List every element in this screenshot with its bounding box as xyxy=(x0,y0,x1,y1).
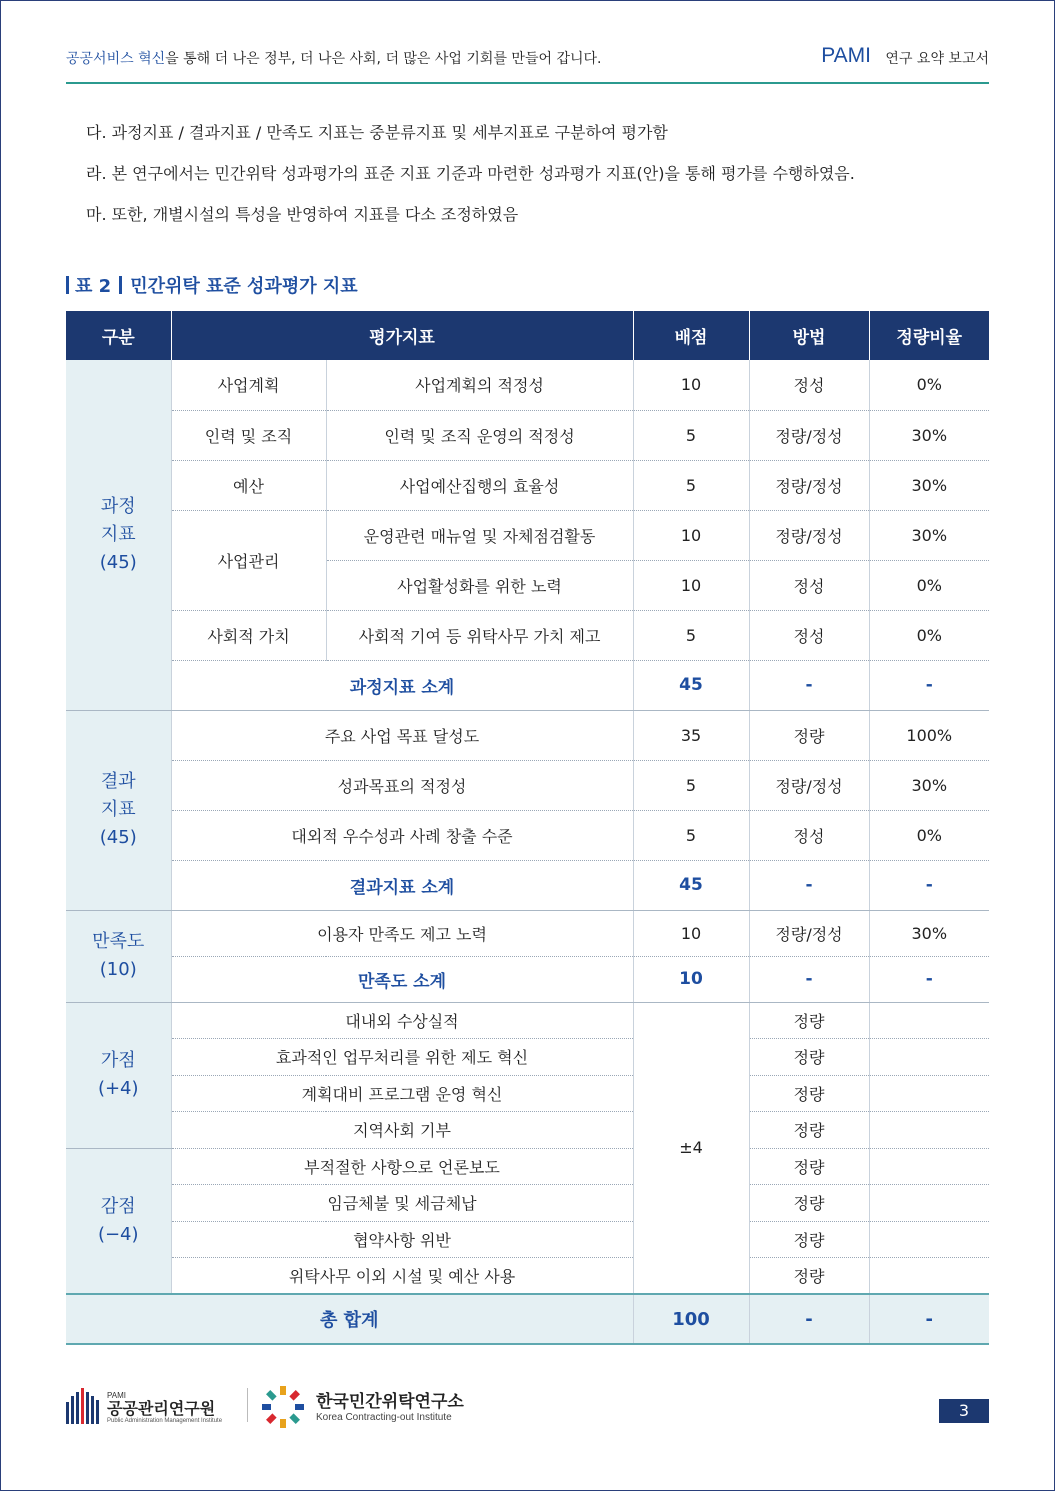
table-row xyxy=(66,460,989,510)
ratio-cell xyxy=(869,1258,989,1295)
score-cell: 5 xyxy=(633,460,749,510)
intro-item-ra: 라. 본 연구에서는 민간위탁 성과평가의 표준 지표 기준과 마련한 성과평가 지표(안)을 통해 평가를 수행하였음. xyxy=(86,164,855,183)
subtotal-ratio: - xyxy=(869,860,989,910)
ratio-cell: 30% xyxy=(869,410,989,460)
method-cell: 정성 xyxy=(749,560,869,610)
total-label: 총 합계 xyxy=(66,1294,633,1344)
ratio-cell xyxy=(869,1002,989,1039)
ratio-cell: 30% xyxy=(869,510,989,560)
ratio-cell: 30% xyxy=(869,460,989,510)
score-cell: 10 xyxy=(633,510,749,560)
category-bonus xyxy=(66,1002,171,1148)
subtotal-row xyxy=(66,860,989,910)
logo-divider xyxy=(247,1388,248,1422)
subtotal-row xyxy=(66,956,989,1002)
category-satisfaction xyxy=(66,910,171,1002)
ratio-cell xyxy=(869,1148,989,1185)
ratio-cell: 0% xyxy=(869,810,989,860)
pami-logo xyxy=(66,1384,222,1424)
score-cell: 10 xyxy=(633,360,749,410)
kci-star-icon xyxy=(260,1384,306,1430)
method-cell: 정량 xyxy=(749,1185,869,1222)
tagline-rest: 을 통해 더 나은 정부, 더 나은 사회, 더 많은 사업 기회를 만들어 갑니다. xyxy=(165,51,602,67)
table-row xyxy=(66,1185,989,1222)
category-line: 지표 xyxy=(100,799,136,820)
kci-korean-name: 한국민간위탁연구소 xyxy=(316,1391,464,1412)
subtotal-score: 45 xyxy=(633,860,749,910)
method-cell: 정성 xyxy=(749,610,869,660)
method-cell: 정량/정성 xyxy=(749,510,869,560)
item-cell: 계획대비 프로그램 운영 혁신 xyxy=(171,1075,633,1112)
caption-title: 민간위탁 표준 성과평가 지표 xyxy=(130,276,358,297)
item-cell: 대외적 우수성과 사례 창출 수준 xyxy=(171,810,633,860)
method-cell: 정량/정성 xyxy=(749,410,869,460)
score-cell: 5 xyxy=(633,410,749,460)
pami-korean-name: 공공관리연구원 xyxy=(107,1399,216,1418)
item-cell: 주요 사업 목표 달성도 xyxy=(171,710,633,760)
item-cell: 임금체불 및 세금체납 xyxy=(171,1185,633,1222)
item-cell: 사업활성화를 위한 노력 xyxy=(326,560,633,610)
category-line: 결과 xyxy=(100,771,136,792)
item-cell: 성과목표의 적정성 xyxy=(171,760,633,810)
method-cell: 정량 xyxy=(749,1148,869,1185)
ratio-cell: 100% xyxy=(869,710,989,760)
category-penalty xyxy=(66,1148,171,1294)
table-header-row xyxy=(66,311,989,360)
method-cell: 정량 xyxy=(749,710,869,760)
subtotal-ratio: - xyxy=(869,660,989,710)
category-line: (45) xyxy=(99,551,137,573)
subtotal-method: - xyxy=(749,956,869,1002)
item-cell: 사업계획의 적정성 xyxy=(326,360,633,410)
ratio-cell xyxy=(869,1185,989,1222)
intro-text xyxy=(86,120,966,243)
tagline-highlight: 공공서비스 혁신 xyxy=(66,51,166,67)
subtotal-row xyxy=(66,660,989,710)
table-caption xyxy=(66,272,358,298)
method-cell: 정량 xyxy=(749,1258,869,1295)
table-row xyxy=(66,810,989,860)
page-footer xyxy=(66,1380,989,1430)
table-row xyxy=(66,360,989,410)
item-cell: 운영관련 매뉴얼 및 자체점검활동 xyxy=(326,510,633,560)
item-cell: 이용자 만족도 제고 노력 xyxy=(171,910,633,956)
table-row xyxy=(66,1039,989,1076)
method-cell: 정량 xyxy=(749,1112,869,1149)
kci-logo xyxy=(260,1384,464,1430)
item-cell: 지역사회 기부 xyxy=(171,1112,633,1149)
table-row xyxy=(66,410,989,460)
subtotal-method: - xyxy=(749,860,869,910)
ratio-cell: 0% xyxy=(869,560,989,610)
table-row xyxy=(66,760,989,810)
method-cell: 정량/정성 xyxy=(749,460,869,510)
category-line: 만족도 xyxy=(92,931,145,952)
header-divider xyxy=(66,82,989,84)
method-cell: 정량 xyxy=(749,1075,869,1112)
table-row xyxy=(66,1002,989,1039)
intro-item-ma: 마. 또한, 개별시설의 특성을 반영하여 지표를 다소 조정하였음 xyxy=(86,205,519,224)
pami-english-name: Public Administration Management Institute xyxy=(107,1418,223,1424)
group-cell: 예산 xyxy=(171,460,326,510)
item-cell: 인력 및 조직 운영의 적정성 xyxy=(326,410,633,460)
category-line: 감점 xyxy=(100,1195,136,1217)
item-cell: 효과적인 업무처리를 위한 제도 혁신 xyxy=(171,1039,633,1076)
score-cell: 5 xyxy=(633,760,749,810)
score-cell: 35 xyxy=(633,710,749,760)
item-cell: 사업예산집행의 효율성 xyxy=(326,460,633,510)
score-cell: 5 xyxy=(633,810,749,860)
category-line: (10) xyxy=(99,959,137,980)
subtotal-score: 45 xyxy=(633,660,749,710)
category-result xyxy=(66,710,171,910)
category-line: 가점 xyxy=(100,1050,136,1071)
subtotal-label: 과정지표 소계 xyxy=(171,660,633,710)
category-line: (+4) xyxy=(97,1078,139,1099)
caption-bar xyxy=(66,276,69,294)
score-cell: 10 xyxy=(633,910,749,956)
ratio-cell xyxy=(869,1039,989,1076)
table-row xyxy=(66,710,989,760)
header-method: 방법 xyxy=(749,311,869,360)
brand-logo-text: PAMI xyxy=(821,44,871,67)
ratio-cell: 30% xyxy=(869,910,989,956)
item-cell: 사회적 기여 등 위탁사무 가치 제고 xyxy=(326,610,633,660)
item-cell: 부적절한 사항으로 언론보도 xyxy=(171,1148,633,1185)
method-cell: 정량/정성 xyxy=(749,910,869,956)
item-cell: 위탁사무 이외 시설 및 예산 사용 xyxy=(171,1258,633,1295)
subtotal-ratio: - xyxy=(869,956,989,1002)
table-row xyxy=(66,910,989,956)
table-row xyxy=(66,1075,989,1112)
method-cell: 정성 xyxy=(749,810,869,860)
method-cell: 정량 xyxy=(749,1221,869,1258)
table-row xyxy=(66,1258,989,1295)
pami-small-text: PAMI xyxy=(107,1391,126,1400)
report-title: 연구 요약 보고서 xyxy=(885,51,989,67)
page-header xyxy=(66,44,989,82)
group-cell: 인력 및 조직 xyxy=(171,410,326,460)
subtotal-method: - xyxy=(749,660,869,710)
item-cell: 대내외 수상실적 xyxy=(171,1002,633,1039)
method-cell: 정성 xyxy=(749,360,869,410)
total-ratio: - xyxy=(869,1294,989,1344)
method-cell: 정량 xyxy=(749,1002,869,1039)
table-row xyxy=(66,1221,989,1258)
caption-bar xyxy=(119,276,122,294)
method-cell: 정량 xyxy=(749,1039,869,1076)
item-cell: 협약사항 위반 xyxy=(171,1221,633,1258)
ratio-cell: 0% xyxy=(869,360,989,410)
ratio-cell: 30% xyxy=(869,760,989,810)
category-line: (−4) xyxy=(97,1223,139,1245)
table-row xyxy=(66,1112,989,1149)
kci-english-name: Korea Contracting-out Institute xyxy=(316,1411,452,1423)
header-ratio: 정량비율 xyxy=(869,311,989,360)
ratio-cell xyxy=(869,1075,989,1112)
method-cell: 정량/정성 xyxy=(749,760,869,810)
score-cell: 10 xyxy=(633,560,749,610)
table-row xyxy=(66,510,989,560)
header-category: 구분 xyxy=(66,311,171,360)
header-score: 배점 xyxy=(633,311,749,360)
total-method: - xyxy=(749,1294,869,1344)
category-line: (45) xyxy=(99,827,137,848)
adjust-score-cell: ±4 xyxy=(633,1002,749,1294)
group-cell: 사회적 가치 xyxy=(171,610,326,660)
table-row xyxy=(66,610,989,660)
subtotal-score: 10 xyxy=(633,956,749,1002)
header-indicator: 평가지표 xyxy=(171,311,633,360)
total-row xyxy=(66,1294,989,1344)
header-tagline xyxy=(66,48,601,68)
ratio-cell xyxy=(869,1221,989,1258)
table-row xyxy=(66,1148,989,1185)
evaluation-table xyxy=(66,311,989,1345)
caption-number: 표 2 xyxy=(75,276,112,297)
total-score: 100 xyxy=(633,1294,749,1344)
intro-item-da: 다. 과정지표 / 결과지표 / 만족도 지표는 중분류지표 및 세부지표로 구분하여 평가함 xyxy=(86,123,668,142)
subtotal-label: 만족도 소계 xyxy=(171,956,633,1002)
group-cell: 사업관리 xyxy=(171,510,326,610)
ratio-cell xyxy=(869,1112,989,1149)
group-cell: 사업계획 xyxy=(171,360,326,410)
category-process xyxy=(66,360,171,710)
subtotal-label: 결과지표 소계 xyxy=(171,860,633,910)
category-line: 지표 xyxy=(100,523,136,545)
page-number: 3 xyxy=(939,1399,989,1423)
ratio-cell: 0% xyxy=(869,610,989,660)
pami-bars-icon xyxy=(66,1388,99,1424)
category-line: 과정 xyxy=(100,495,136,517)
score-cell: 5 xyxy=(633,610,749,660)
